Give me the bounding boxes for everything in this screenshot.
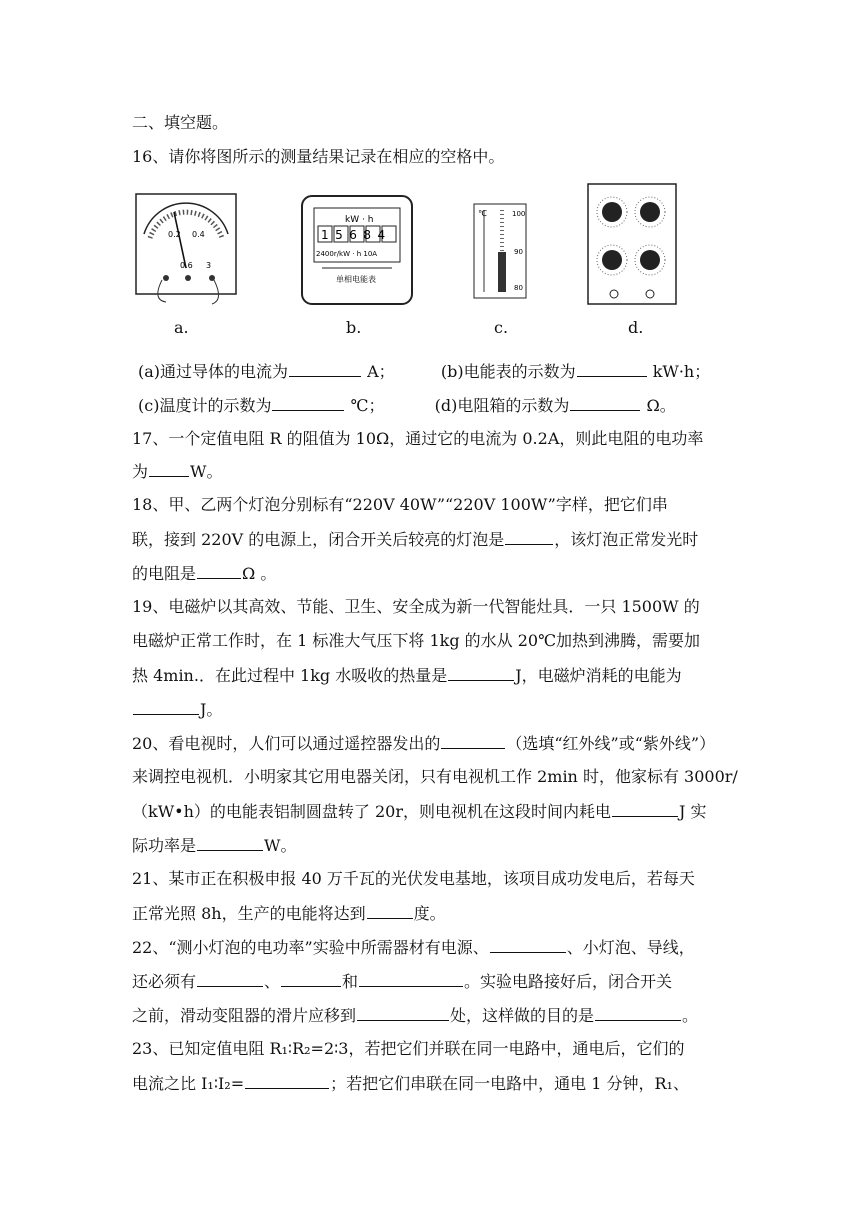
q23-blank[interactable]: [245, 1072, 329, 1089]
q18-line2: 联，接到 220V 的电源上，闭合开关后较亮的灯泡是 ，该灯泡正常发光时: [132, 530, 699, 549]
q22-line1: 22、“测小灯泡的电功率”实验中所需器材有电源、 、小灯泡、导线，: [132, 938, 695, 957]
caption-d: d.: [628, 318, 644, 337]
resistance-box-figure: [584, 182, 684, 312]
q17-line2: 为 W。: [132, 462, 223, 481]
q16a-blank[interactable]: [289, 360, 361, 377]
q22-line3: 之前，滑动变阻器的滑片应移到 处，这样做的目的是 。: [132, 1006, 699, 1025]
q22-blank2[interactable]: [197, 970, 263, 987]
q19-blank2[interactable]: [133, 698, 199, 715]
q19-line2: 电磁炉正常工作时，在 1 标准大气压下将 1kg 的水从 20℃加热到沸腾，需要加: [132, 631, 700, 650]
q19-line3: 热 4min.．在此过程中 1kg 水吸收的热量是 J，电磁炉消耗的电能为: [132, 666, 682, 685]
q16d-blank[interactable]: [570, 394, 640, 411]
q19-line1: 19、电磁炉以其高效、节能、卫生、安全成为新一代智能灶具．一只 1500W 的: [132, 597, 700, 616]
q16a-label: (a)通过导体的电流为: [138, 362, 289, 381]
q20-line2: 来调控电视机．小明家其它用电器关闭，只有电视机工作 2min 时，他家标有 3000r/: [132, 767, 738, 786]
meter-unit-label: kW · h: [345, 215, 374, 225]
caption-a: a.: [174, 318, 189, 337]
thermometer-figure: [462, 182, 542, 312]
q17-line1: 17、一个定值电阻 R 的阻值为 10Ω，通过它的电流为 0.2A，则此电阻的电功率: [132, 429, 704, 448]
svg-text:3: 3: [206, 261, 212, 270]
q16-answers-row2: [138, 394, 738, 417]
q20-line1: 20、看电视时，人们可以通过遥控器发出的 （选填“红外线”或“紫外线”）: [132, 734, 716, 753]
q16a-unit: A；: [367, 362, 395, 381]
q20-blank2[interactable]: [612, 800, 678, 817]
q16-figures: [132, 182, 692, 342]
svg-text:0.2: 0.2: [168, 230, 181, 239]
svg-text:0.6: 0.6: [180, 261, 193, 270]
q18-line3: 的电阻是 Ω 。: [132, 564, 277, 583]
q16-answers-row1: [138, 360, 738, 383]
q16b-unit: kW·h；: [652, 362, 711, 381]
q16b-label: (b)电能表的示数为: [440, 362, 576, 381]
q22-blank1[interactable]: [490, 936, 566, 953]
q19-blank1[interactable]: [448, 664, 514, 681]
q20-line3: （kW•h）的电能表铝制圆盘转了 20r，则电视机在这段时间内耗电 J 实: [132, 802, 707, 821]
q22-blank6[interactable]: [595, 1004, 681, 1021]
svg-text:15684: 15684: [321, 228, 392, 242]
q23-line1: 23、已知定值电阻 R₁∶R₂=2∶3，若把它们并联在同一电路中，通电后，它们的: [132, 1039, 685, 1058]
q16c-label: (c)温度计的示数为: [138, 396, 272, 415]
q22-line2: 还必须有 、 和 。实验电路接好后，闭合开关: [132, 972, 673, 991]
q16d-label: (d)电阻箱的示数为: [434, 396, 570, 415]
svg-text:90: 90: [514, 248, 523, 256]
q17-blank[interactable]: [149, 460, 189, 477]
svg-text:℃: ℃: [478, 209, 487, 218]
q21-line1: 21、某市正在积极申报 40 万千瓦的光伏发电基地，该项目成功发电后，若每天: [132, 869, 695, 888]
q18-line1: 18、甲、乙两个灯泡分别标有“220V 40W”“220V 100W”字样，把它们串: [132, 495, 668, 514]
q18-blank1[interactable]: [505, 528, 553, 545]
q21-line2: 正常光照 8h，生产的电能将达到 度。: [132, 904, 446, 923]
ammeter-figure: [132, 182, 242, 312]
q21-blank[interactable]: [367, 902, 413, 919]
q16c-unit: ℃；: [350, 396, 385, 415]
caption-c: c.: [494, 318, 509, 337]
q22-blank4[interactable]: [359, 970, 463, 987]
meter-name: 单相电能表: [336, 275, 376, 284]
q20-blank1[interactable]: [441, 732, 505, 749]
q20-blank3[interactable]: [197, 834, 263, 851]
q20-line4: 际功率是 W。: [132, 836, 297, 855]
q16d-unit: Ω。: [646, 396, 676, 415]
q19-line4: J。: [132, 698, 732, 721]
section-title: 二、填空题。: [132, 113, 229, 132]
energy-meter-figure: [298, 182, 418, 312]
svg-text:0.4: 0.4: [192, 230, 205, 239]
q16-text: 16、请你将图所示的测量结果记录在相应的空格中。: [132, 147, 505, 166]
q22-blank5[interactable]: [357, 1004, 449, 1021]
q16b-blank[interactable]: [577, 360, 647, 377]
q18-blank2[interactable]: [197, 562, 241, 579]
svg-text:80: 80: [514, 284, 523, 292]
q16c-blank[interactable]: [272, 394, 344, 411]
q23-line2: 电流之比 I₁∶I₂= ；若把它们串联在同一电路中，通电 1 分钟，R₁、: [132, 1074, 689, 1093]
meter-spec: 2400r/kW · h 10A: [316, 250, 378, 258]
caption-b: b.: [346, 318, 362, 337]
svg-text:100: 100: [512, 210, 526, 218]
q22-blank3[interactable]: [281, 970, 341, 987]
meter-digits: [318, 226, 396, 242]
